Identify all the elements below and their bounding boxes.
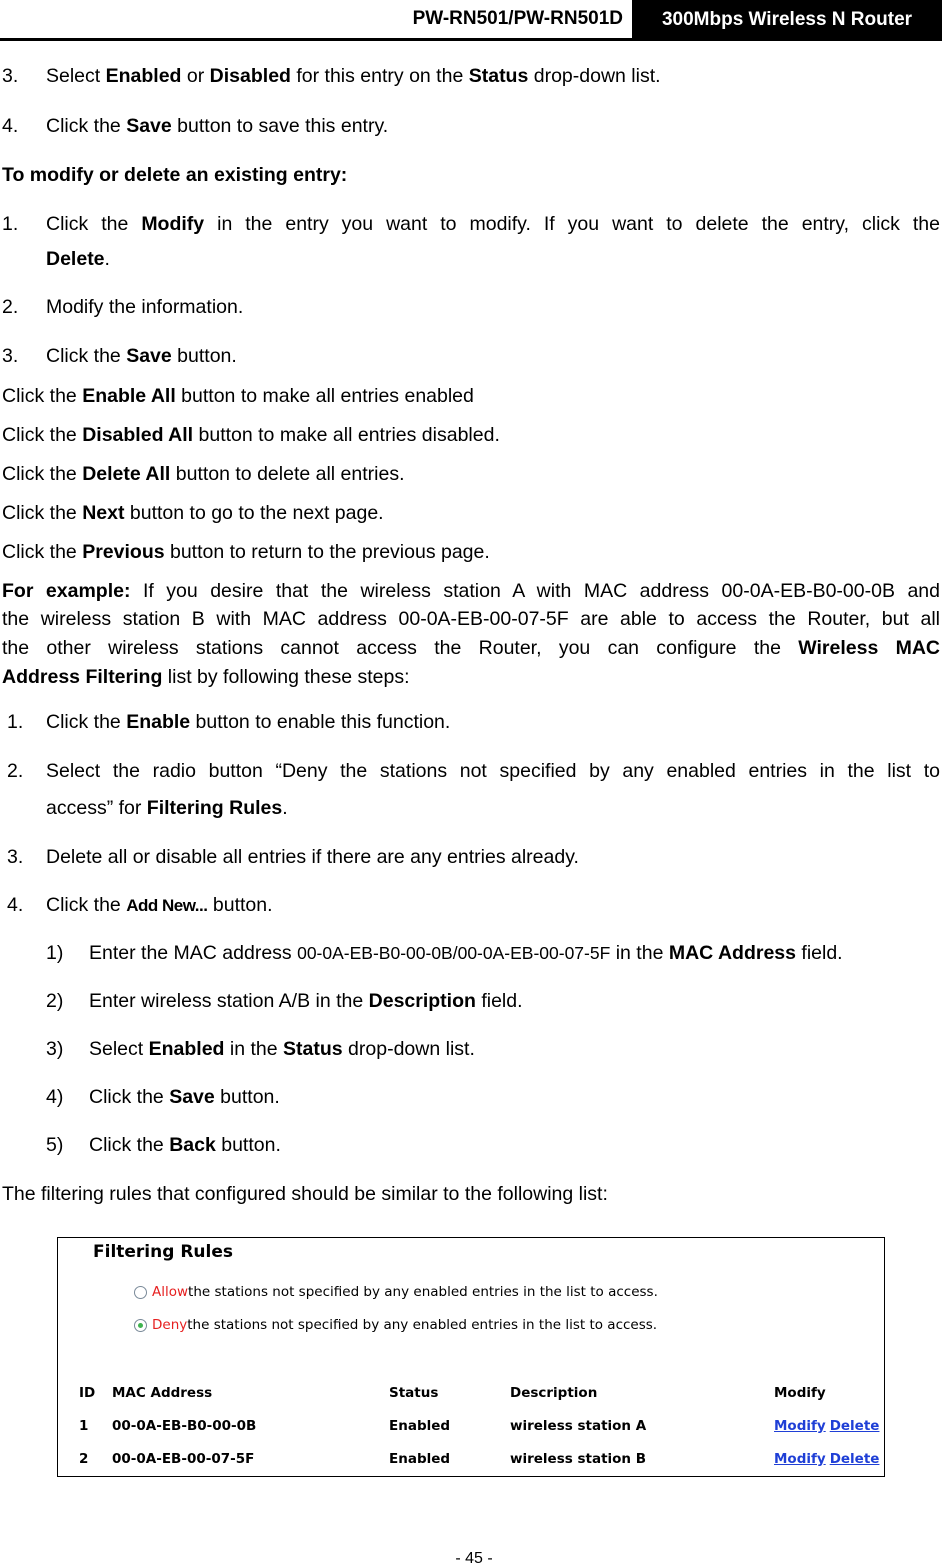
column-header-mac: MAC Address [112, 1385, 213, 1401]
allow-radio[interactable] [134, 1286, 147, 1299]
step-text: Click the Save button. [46, 345, 237, 367]
example-line: For example: If you desire that the wireless station A with MAC address 00-0A-EB-B0-00-0B and [2, 580, 940, 602]
allow-label: Allow [152, 1284, 189, 1300]
instruction-line: Click the Enable All button to make all entries enabled [2, 385, 474, 407]
example-line: Address Filtering list by following these steps: [2, 666, 410, 688]
row-actions [774, 1451, 883, 1467]
header-rule [0, 38, 942, 41]
step-text: Click the Add New... button. [46, 894, 273, 916]
substep-number: 2) [46, 990, 64, 1012]
modify-link[interactable]: Modify [774, 1418, 826, 1434]
step-number: 2. [7, 760, 24, 782]
row-mac: 00-0A-EB-00-07-5F [112, 1451, 255, 1467]
step-number: 3. [2, 65, 19, 87]
step-text: Click the Modify in the entry you want to modify. If you want to delete the entry, click the [46, 213, 940, 235]
column-header-status: Status [389, 1385, 439, 1401]
row-status: Enabled [389, 1418, 451, 1434]
column-header-modify: Modify [774, 1385, 826, 1401]
filtering-rules-panel [57, 1237, 885, 1477]
column-header-description: Description [510, 1385, 598, 1401]
step-text: Delete all or disable all entries if there are any entries already. [46, 846, 579, 868]
row-mac: 00-0A-EB-B0-00-0B [112, 1418, 257, 1434]
substep-text: Select Enabled in the Status drop-down list. [89, 1038, 475, 1060]
step-text: Select Enabled or Disabled for this entry on the Status drop-down list. [46, 65, 661, 87]
row-description: wireless station B [510, 1451, 647, 1467]
substep-text: Click the Save button. [89, 1086, 280, 1108]
step-text: Modify the information. [46, 296, 244, 318]
header-product: 300Mbps Wireless N Router [632, 0, 942, 38]
modify-link[interactable]: Modify [774, 1451, 826, 1467]
instruction-line: Click the Delete All button to delete all entries. [2, 463, 405, 485]
example-line: the other wireless stations cannot access the Router, you can configure the Wireless MAC [2, 637, 940, 659]
closing-text: The filtering rules that configured should be similar to the following list: [2, 1183, 608, 1205]
panel-title: Filtering Rules [93, 1242, 233, 1262]
step-number: 3. [2, 345, 19, 367]
substep-number: 3) [46, 1038, 64, 1060]
deny-description: the stations not specified by any enabled entries in the list to access. [187, 1317, 658, 1333]
instruction-line: Click the Disabled All button to make all entries disabled. [2, 424, 500, 446]
substep-number: 1) [46, 942, 64, 964]
step-number: 3. [7, 846, 24, 868]
substep-number: 4) [46, 1086, 64, 1108]
step-text-continued: access” for Filtering Rules. [46, 797, 288, 819]
step-number: 1. [7, 711, 24, 733]
step-text: Click the Save button to save this entry. [46, 115, 389, 137]
deny-radio[interactable] [134, 1319, 147, 1332]
substep-number: 5) [46, 1134, 64, 1156]
instruction-line: Click the Next button to go to the next page. [2, 502, 384, 524]
example-line: the wireless station B with MAC address 00-0A-EB-00-07-5F are able to access the Router, but all [2, 608, 940, 630]
row-status: Enabled [389, 1451, 451, 1467]
step-text: Click the Enable button to enable this function. [46, 711, 451, 733]
substep-text: Enter the MAC address 00-0A-EB-B0-00-0B/00-0A-EB-00-07-5F in the MAC Address field. [89, 942, 843, 964]
page-number: - 45 - [455, 1550, 493, 1567]
deny-label: Deny [152, 1317, 188, 1333]
row-actions [774, 1418, 883, 1434]
allow-description: the stations not specified by any enabled entries in the list to access. [188, 1284, 658, 1300]
step-number: 2. [2, 296, 19, 318]
step-number: 4. [2, 115, 19, 137]
deny-option[interactable] [134, 1317, 657, 1333]
delete-link[interactable]: Delete [829, 1418, 880, 1434]
allow-option[interactable] [134, 1284, 658, 1300]
row-id: 1 [79, 1418, 89, 1434]
substep-text: Enter wireless station A/B in the Description field. [89, 990, 523, 1012]
substep-text: Click the Back button. [89, 1134, 281, 1156]
delete-link[interactable]: Delete [829, 1451, 880, 1467]
instruction-line: Click the Previous button to return to the previous page. [2, 541, 490, 563]
row-id: 2 [79, 1451, 89, 1467]
step-text: Select the radio button “Deny the stations not specified by any enabled entries in the list to [46, 760, 940, 782]
step-number: 1. [2, 213, 19, 235]
row-description: wireless station A [510, 1418, 647, 1434]
step-number: 4. [7, 894, 24, 916]
section-heading: To modify or delete an existing entry: [2, 164, 348, 186]
step-text-continued: Delete. [46, 248, 110, 270]
column-header-id: ID [79, 1385, 96, 1401]
header-model: PW-RN501/PW-RN501D [412, 8, 623, 29]
